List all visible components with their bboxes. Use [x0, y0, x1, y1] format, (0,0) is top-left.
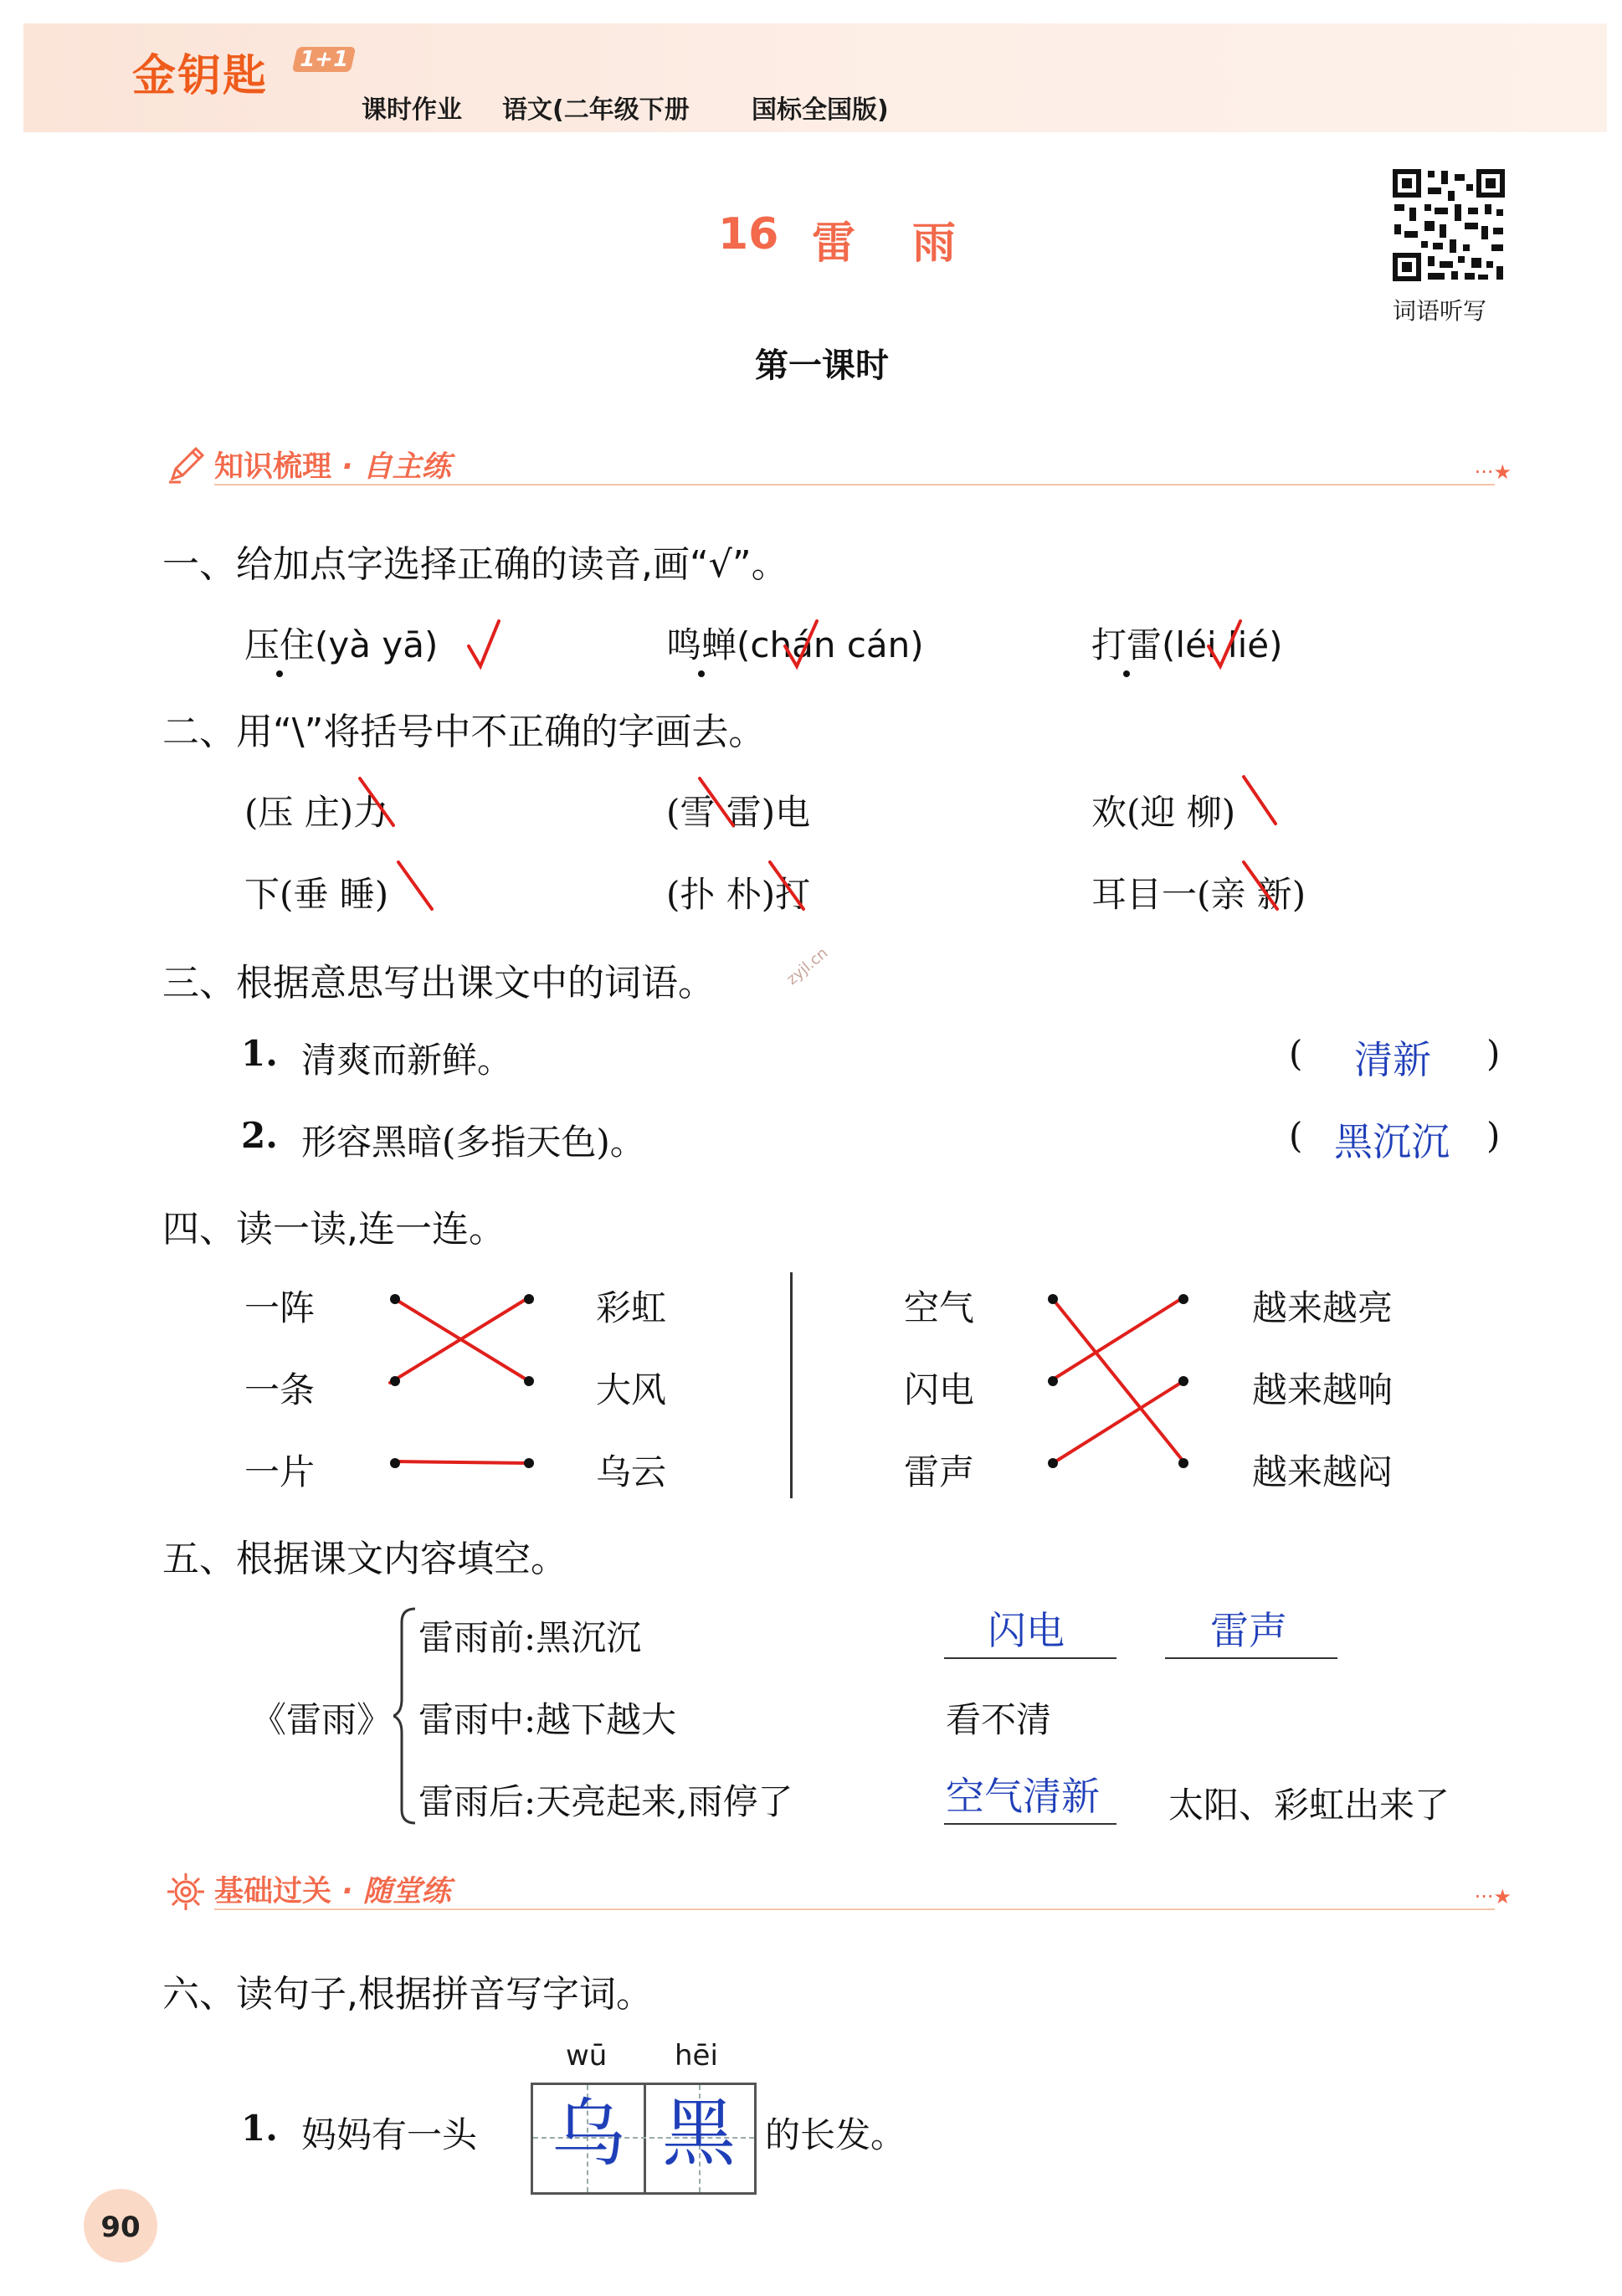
q2-strike-5: [770, 862, 803, 909]
q4-dot: [524, 1458, 534, 1468]
lesson-title-char-1: 雷: [812, 218, 856, 269]
q1-checkmark-3: [1209, 621, 1240, 666]
q1-item-1-options: (yà yā): [315, 624, 439, 665]
q3-item-2-num: 2.: [241, 1115, 278, 1156]
q2-item-4: 下(垂 睡): [244, 874, 389, 915]
q4-dot: [1048, 1458, 1058, 1468]
q4-right-a-2: 闪电: [904, 1369, 975, 1410]
section-knowledge-title: 知识梳理 · 自主练: [214, 450, 451, 484]
q3-item-1-answer: 清新: [1354, 1037, 1431, 1082]
q4-dot: [1178, 1376, 1188, 1386]
q2-strike-4: [398, 862, 432, 909]
q4-dot: [390, 1458, 400, 1468]
q4-dot: [1178, 1458, 1188, 1468]
q6-item-num: 1.: [241, 2108, 278, 2149]
q5-row-1-answer-1: 闪电: [988, 1608, 1065, 1653]
edition-label: 国标全国版): [752, 95, 889, 125]
q5-row-1-label: 雷雨前:黑沉沉: [418, 1617, 642, 1658]
q4-dot: [524, 1376, 534, 1386]
q6-before: 妈妈有一头: [301, 2114, 478, 2155]
q2-strike-2: [700, 778, 733, 825]
q4-dot: [390, 1376, 400, 1386]
q5-row-1-answer-2: 雷声: [1210, 1608, 1287, 1653]
q1-checkmark-2: [785, 621, 817, 666]
q2-item-1: (压 庄)力: [244, 792, 389, 833]
q4-line-4: [1053, 1299, 1183, 1461]
q6-answer-char-2: 黑: [662, 2090, 737, 2176]
subject-label: 语文(二年级下册: [502, 95, 690, 125]
q2-strike-6: [1244, 862, 1277, 909]
q1-item-3-options: (léi lié): [1162, 624, 1283, 665]
q5-row-3-answer: 空气清新: [946, 1774, 1100, 1819]
q4-line-6: [1053, 1381, 1183, 1463]
q5-row-3-label: 雷雨后:天亮起来,雨停了: [418, 1781, 793, 1822]
q4-left-a-1: 一阵: [244, 1287, 316, 1328]
q6-prompt: 六、读句子,根据拼音写字词。: [162, 1973, 653, 2016]
q6-after: 的长发。: [765, 2114, 906, 2155]
section-basic-title: 基础过关 · 随堂练: [214, 1875, 451, 1908]
q1-item-2-word: 鸣蝉: [666, 624, 737, 665]
page-number: 90: [84, 2189, 157, 2263]
q1-checkmark-1: [469, 621, 499, 666]
q5-row-2-label: 雷雨中:越下越大: [418, 1699, 677, 1740]
q5-row-3-tail: 太阳、彩虹出来了: [1168, 1785, 1450, 1826]
q2-strike-1: [360, 778, 393, 825]
lesson-title-char-2: 雨: [912, 218, 957, 269]
q5-book-title: 《雷雨》: [251, 1699, 393, 1740]
q2-item-6: 耳目一(亲 新): [1091, 874, 1306, 915]
q4-dot: [1048, 1294, 1058, 1304]
q2-item-2: (雪 雷)电: [666, 792, 811, 833]
star-decoration-icon: ···★: [1474, 460, 1512, 484]
lesson-number: 16: [718, 209, 779, 259]
q4-left-a-3: 一片: [244, 1451, 316, 1492]
q2-item-3: 欢(迎 柳): [1091, 792, 1236, 833]
q3-item-2-open: (: [1289, 1115, 1303, 1156]
star-decoration-icon: ···★: [1474, 1885, 1512, 1908]
q6-pinyin-2: hēi: [675, 2039, 718, 2073]
q3-item-1-open: (: [1289, 1033, 1303, 1074]
q3-item-1-num: 1.: [241, 1033, 278, 1074]
q2-strike-3: [1244, 777, 1276, 824]
watermark: zyjl.cn: [783, 944, 832, 989]
q4-line-5: [1053, 1297, 1183, 1379]
brand-badge: 1+1: [292, 47, 356, 72]
q4-left-b-1: 彩虹: [596, 1287, 667, 1328]
q6-answer-char-1: 乌: [552, 2090, 626, 2176]
q4-dot: [1048, 1376, 1058, 1386]
q1-item-2-options: (chán cán): [737, 624, 924, 665]
q5-prompt: 五、根据课文内容填空。: [162, 1538, 567, 1580]
q3-item-1-close: ): [1486, 1033, 1501, 1074]
q3-item-2-close: ): [1486, 1115, 1501, 1156]
q4-dot: [1178, 1294, 1188, 1304]
q4-left-a-2: 一条: [244, 1369, 316, 1410]
q1-prompt: 一、给加点字选择正确的读音,画“√”。: [162, 543, 788, 586]
q4-left-b-2: 大风: [596, 1369, 667, 1410]
series-label: 课时作业: [362, 95, 462, 125]
q1-item-1-word: 压住: [244, 624, 316, 665]
q3-item-2-answer: 黑沉沉: [1334, 1119, 1450, 1164]
q4-dot: [390, 1294, 400, 1304]
q4-prompt: 四、读一读,连一连。: [162, 1208, 506, 1251]
q4-left-b-3: 乌云: [596, 1451, 667, 1492]
q3-item-2-text: 形容黑暗(多指天色)。: [301, 1122, 645, 1163]
q2-prompt: 二、用“\”将括号中不正确的字画去。: [162, 711, 766, 753]
q1-item-3-word: 打雷: [1091, 624, 1163, 665]
qr-caption: 词语听写: [1393, 297, 1487, 325]
q4-right-b-2: 越来越响: [1252, 1369, 1394, 1410]
q4-dot: [524, 1294, 534, 1304]
q4-right-b-1: 越来越亮: [1252, 1287, 1394, 1328]
q3-prompt: 三、根据意思写出课文中的词语。: [162, 962, 715, 1004]
q3-item-1-text: 清爽而新鲜。: [301, 1040, 513, 1081]
q5-row-2-tail: 看不清: [946, 1699, 1052, 1740]
brand-logo: 金钥匙: [132, 51, 269, 101]
q6-pinyin-1: wū: [566, 2039, 608, 2073]
q4-right-b-3: 越来越闷: [1252, 1451, 1394, 1492]
q4-right-a-1: 空气: [904, 1287, 975, 1328]
lesson-subtitle: 第一课时: [755, 347, 889, 385]
q2-item-5: (扑 朴)打: [666, 874, 811, 915]
q4-right-a-3: 雷声: [904, 1451, 975, 1492]
q4-line-3: [395, 1461, 529, 1463]
